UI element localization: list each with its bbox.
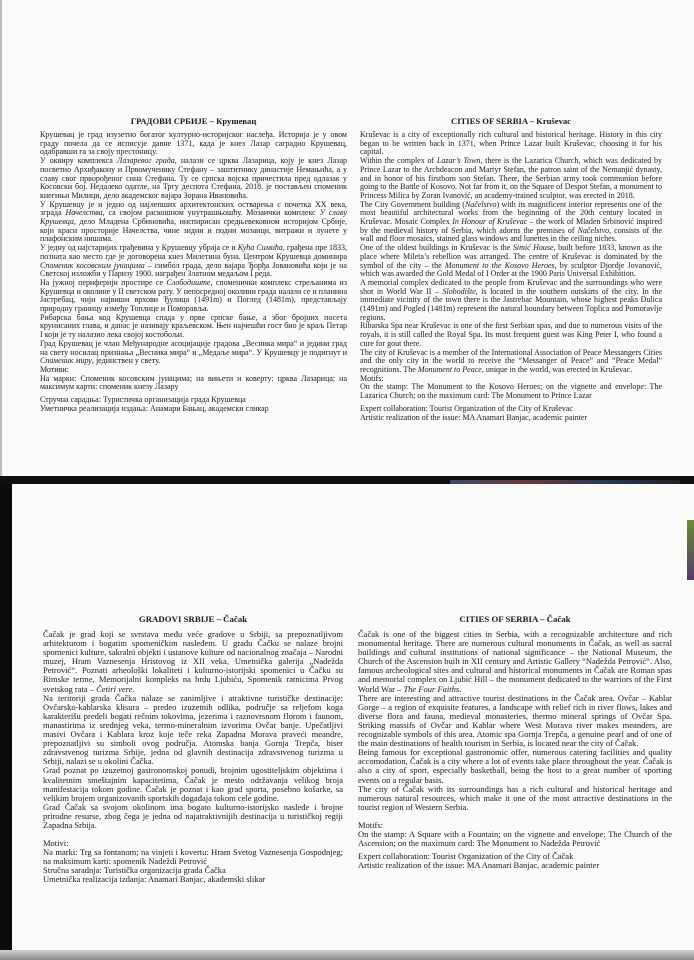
text-run: Na marki: Trg sa fontanom; na vinjeti i kovertu: Hram Svetog Vaznesenja Gospodnjeg; na maksimum karti: spomenik Nadeždi Petrović [43, 847, 343, 867]
italic-title: Кућа Симића [237, 243, 283, 253]
credit-line: Уметничка реализација издања: Анамари Бањац, академски сликар [40, 403, 269, 413]
panel-cacak-serbian [43, 614, 343, 885]
paragraph [360, 131, 662, 157]
panel-title: ГРАДОВИ СРБИЈЕ – Крушевац [130, 116, 257, 126]
paragraph [40, 131, 347, 157]
credit-line: Artistic realization of the issue: MA Anamari Banjac, academic painter [360, 412, 588, 422]
paragraph [360, 349, 662, 375]
text-run: У Крушевцу је и једно од најлепших архитектонских остварења с почетка XX века, зграда [40, 199, 347, 218]
text-run: , дело Младена Србиновића, инспирисан средњевековном историјом Србије, који краси просторије Начелства, чине зидни и подни мозаици, витражи и лунете у плафонским нишама. [40, 217, 347, 244]
paragraph [40, 279, 347, 314]
italic-title: Monument to the Kosovo Heroes [444, 260, 555, 270]
italic-title: Начелства [65, 208, 103, 218]
left-dark-edge [0, 484, 12, 960]
text-run: The City Government building ( [360, 199, 465, 209]
paragraph [40, 201, 347, 245]
italic-title: Četiri vere [96, 683, 133, 694]
panel-cacak-english [358, 614, 672, 870]
text-run: The city of Čačak with its surroundings has a rich cultural and historical heritage and numerous natural resources, which make it one of the most attractive destinations in the tourist region of Western Serbia. [358, 783, 672, 812]
paragraph [358, 630, 672, 694]
paragraph [360, 157, 662, 201]
panel-krusevac-serbian [40, 116, 347, 414]
italic-title: Slobodište [442, 286, 476, 296]
text-run: Ribarska Spa near Kruševac is one of the first Serbian spas, and due to numerous visits of the royals, it is still called the Royal Spa. Its most frequent guest was King Peter I, who found a cure for gout there. [360, 321, 662, 348]
bottom-edge [0, 950, 694, 960]
italic-title: Načelstvo [577, 225, 610, 235]
paragraph [43, 848, 343, 866]
text-run: There are interesting and attractive tourist destinations in the Čačak area. Ovčar – Kablar Gorge – a region of exquisite features, a landscape with relief rich in river flows, lakes and diverse flora and fauna, medieval monasteries, thermo mineral springs of Ovčar Spa. Striking massifs of Ovčar and Kablar where West Morava river makes meanders, are recognizable symbols of this area. Atomic spa Gornja Trepča, a genuine pearl and of one of the main destinations of health tourism in Serbia, is located near the city of Čačak. [358, 692, 672, 749]
credit-line: Umetnička realizacija izdanja: Anamari Banjac, akademski slikar [43, 874, 266, 885]
text-run: , consists of the wall and floor mosaics, stained glass windows and lunettes in the ceiling niches. [360, 225, 663, 244]
text-run: Град Крушевац је члан Међународне асоцијације градова „Весника мира“ и једини град на свету носилац признања „Весника мира“ и „Медаље мира“. У Крушевцу је подигнут и [40, 338, 347, 357]
italic-title: The Four Faiths [403, 683, 460, 694]
text-run: , by sculptor Djordje Jovanović, which was awarded the Gold Medal of I Order at the 1900 Paris Universal Exhibition. [360, 260, 662, 279]
text-run: Čačak je grad koji se svrstava među veće gradove u Srbiji, sa prepoznatljivom arhitekturom i bogatim spomeničkim nasleđem. U gradu Čačku se nalaze brojni spomenici kulture, sakralni objekti i ustanove kulture od nacionalnog značaja – Narodni muzej, Hram Vaznesenja Hristovog iz XII veka, Umetnička galerija „Nadežda Petrović“. Poznati arheološki lokaliteti i kulturno-istorijski spomenici u Čačku su Rimske terme, Memorijalni kompleks na brdu Ljubiću, Spomenik ratnicima Prvog svetskog rata – [43, 629, 343, 694]
text-run: Motifs: [358, 819, 384, 830]
panel-krusevac-english [360, 116, 662, 422]
text-run: Motifs: [360, 373, 384, 383]
credit-line: Expert collaboration: Tourist Organization of the City of Kruševac [360, 403, 573, 413]
text-run: ) with its magnificent interior represents one of the most beautiful architectural works from the beginning of the 20th century located in Kruševac. Mosaic Complex [360, 199, 662, 227]
text-run: One of the oldest buildings in Kruševac is the [360, 243, 513, 253]
italic-title: Споменик миру [40, 356, 92, 366]
text-run: , са својом раскошном унутрашњошћу. Мозаички комплекс [102, 208, 320, 218]
panel-title: CITIES OF SERBIA – Kruševac [450, 116, 571, 126]
text-run: Grad Čačak sa svojom okolinom ima bogato kulturno-istorijsko nasleđe i brojne prirodne resurse, zbog čega je jedna od najatraktivnijih destinacija u turističkoj regiji Zapadna Srbija. [43, 801, 343, 830]
bottom-sheet-cacak [12, 484, 694, 950]
paragraph [360, 383, 662, 400]
credit-line: Expert collaboration: Tourist Organization of the City of Čačak [358, 851, 574, 862]
italic-title: Monument to Peace [417, 364, 482, 374]
text-run: , споменички комплекс стрељанима из Крушевца и околине у II светском рату. У непосредној околини града налази се и планина Јастребац, чији највиши врхови Ђулица (1491m) и Поглед (1481m), представљају природну границу између Топлице и Поморавља. [40, 277, 347, 314]
paragraph [40, 375, 347, 392]
blank-line [358, 812, 672, 821]
panel-body [43, 630, 343, 885]
panel-title: CITIES OF SERBIA – Čačak [459, 614, 571, 624]
paragraph [360, 244, 662, 279]
italic-title: Načelstvo [464, 199, 497, 209]
text-run: – the work of Mladen Srbinović inspired by the medieval history of Serbia, which adorns the premises of [360, 217, 662, 235]
credit-line: Stručna saradnja: Turistička organizacija grada Čačka [43, 865, 226, 876]
paragraph [40, 157, 347, 201]
text-run: Grad poznat po izuzetnoj gastronomskoj ponudi, brojnim ugostiteljskim objektima i kvalitetnim smeštajnim kapacitetima, Čačak je mesto održavanja velikog broja manifestacija tokom godine. Čačak je poznat i kao grad sporta, posebno košarke, sa velikim brojem organizovanih sportskih događaja tokom cele godine. [43, 765, 343, 803]
panel-body [358, 630, 672, 870]
italic-title: Споменик косовским јунацима [40, 260, 145, 270]
text-run: Мотиви: [40, 364, 69, 374]
text-run: Рибарска бања код Крушевца спада у прве српске бање, а због бројних посета крунисаних глава, и данас је називају краљевском. Њен најчешћи гост био је краљ Петар I који је ту налазио лека својој костобољи. [40, 312, 347, 340]
paragraph [358, 748, 672, 784]
italic-title: Лазаревог града [116, 156, 175, 166]
text-run: , грађена пре 1833, позната као место где је договорена кнез Милетина буна. Центром Крушевца доминира [40, 243, 347, 261]
text-run: , built before 1833, known as the place where Mileta’s rebellion was arranged. The centre of Kruševac is dominated by the symbol of the city – the [360, 243, 663, 270]
right-color-edge [687, 520, 694, 580]
text-run: , unique in the world, was erected in Kruševac. [481, 364, 633, 374]
italic-title: У славу Крушевца [40, 208, 347, 227]
text-run: On the stamp: The Monument to the Kosovo Heroes; on the vignette and envelope: The Lazarica Church; on the maximum card: The Monument to Prince Lazar [360, 382, 662, 401]
text-run: На јужној периферији простире се [40, 277, 167, 287]
text-run: – симбол града, дело вајара Ђорђа Јовановића који је на Светској изложби у Паризу 1900. награђен Златном медаљом I реда. [40, 260, 347, 279]
paragraph [40, 340, 347, 366]
italic-title: Simić House [512, 243, 554, 253]
text-run: На марки: Споменик косовским јунацима; на вињети и коверту: црква Лазарица; на максимум карти: споменик кнезу Лазару [40, 373, 347, 392]
blank-line [43, 830, 343, 839]
paragraph [358, 785, 672, 812]
text-run: A memorial complex dedicated to the people from Kruševac and the surroundings who were shot in World War II – [360, 277, 662, 296]
paragraph [43, 766, 343, 802]
text-run: Being famous for exceptional gastronomic offer, numerous catering facilities and quality accomodation, Čačak is a city where a lot of events take place throughout the year. Čačak is also a city of sport, especially basketball, being the host to a great number of sporting events on a regular basis. [358, 747, 672, 785]
text-run: , јединствен у свету. [91, 356, 161, 366]
paragraph [40, 244, 347, 279]
text-run: У оквиру комплекса [40, 156, 117, 166]
paragraph [358, 830, 672, 848]
paragraph [43, 630, 343, 694]
text-run: . [132, 683, 135, 694]
text-run: Motivi: [43, 838, 69, 849]
italic-title: Слободиште [166, 277, 211, 287]
text-run: У једну од најстаријих грађевина у Крушевцу убраја се и [40, 243, 238, 253]
text-run: , налази се црква Лазарица, коју је кнез Лазар посветио Архиђакону и Првомученику Стефану – заштитнику династије Немањића, а у славу свог прворођеног сина Стефана. Ту се српска војска причестила пред одлазак у Косовски бој. Недалеко одатле, на Тргу деспота Стефана, 2018. је постављен споменик кнегињи Милици, дело академског вајара Зорана Ивановића. [40, 156, 348, 200]
credit-line: Artistic realization of the issue: MA Anamari Banjac, academic painter [358, 860, 600, 871]
text-run: , is located in the southern outskirts of the city. In the immediate vicinity of the town there is the Jastrebac Mountain, whose highest peaks Đulica (1491m) and Pogled (1481m) represent the natural boundary between Toplica and Pomoravlje regions. [360, 286, 662, 322]
paragraph [43, 803, 343, 830]
text-run: Na teritoriji grada Čačka nalaze se zanimljive i atraktivne turističke destinacije: Ovčarsko-kablarska klisura – predeo izuzetnih odlika, područje sa reljefom koga karakterišu predeli bogati rečnim tokovima, jezerima i raznovrsnom florom i faunom, manastirima iz srednjeg veka, termo-mineralnim izvorima Ovčar banje. Upečatljivi masivi Ovčara i Kablara kroz koje teče reka Zapadna Morava praveći meandre, prepoznatljivi su simboli ovog područja. Atomska banja Gornja Trepča, biser zdravstvenog turizma Srbije, jedna od glavnih destinacija zdravstvenog turizma u Srbiji, nalazi se u okolini Čačka. [43, 692, 343, 767]
panel-body [40, 131, 347, 414]
paragraph [360, 322, 662, 348]
italic-title: Lazar’s Town [436, 156, 481, 166]
text-run: Within the complex of [360, 156, 437, 166]
text-run: On the stamp: A Square with a Fountain; on the vignette and envelope: The Church of the Ascension; on the maximum card: The Monument to Nadežda Petrović [358, 828, 672, 849]
text-run: Kruševac is a city of exceptionally rich cultural and historical heritage. History in this city began to be written back in 1371, when Prince Lazar built Kruševac, choosing it for his capital. [360, 130, 662, 157]
text-run: Крушевац је град изузетно богатог културно-историјског наслеђа. Историја је у овом граду почела да се исписује давне 1371, када је кнез Лазар саградио Крушевац, одабравши га за своју престоницу. [40, 130, 347, 157]
credit-line: Стручна сарадња: Туристичка организација града Крушевца [40, 395, 246, 405]
text-run: . [459, 683, 462, 694]
paragraph [43, 694, 343, 767]
paragraph [40, 314, 347, 340]
text-run: The city of Kruševac is a member of the International Association of Peace Messangers Cities and the only city in the world to receive the “Messanger of Peace” and “Peace Medal” recognitions. The [360, 347, 662, 374]
paragraph [360, 279, 662, 323]
paragraph [358, 694, 672, 749]
paragraph [360, 201, 662, 245]
italic-title: In Honour of Kruševac [452, 217, 528, 227]
text-run: Čačak is one of the biggest cities in Serbia, with a recognizable architecture and rich monumental heritage. There are numerous cultural monuments in Čačak, as well as sacral buildings and cultural institutions of national significance – the National Museum, the Church of the Ascension built in XII century and Artistic Gallery “Nadežda Petrović“. Also, famous archeological sites and cultural and historical monuments in Čačak are Roman spas and memorial complex on Ljubić Hill – the monument dedicated to the warriors of the First World War – [358, 629, 672, 694]
panel-title: GRADOVI SRBIJE – Čačak [138, 614, 248, 624]
top-sheet-krusevac [0, 0, 694, 478]
panel-body [360, 131, 662, 422]
text-run: , there is the Lazarica Church, which was dedicated by Prince Lazar to the Archdeacon and Martyr Stefan, the patron saint of the Nemanjić dynasty, and in honor of his firstborn son Stefan. There, the Serbian army took communion before going to the Battle of Kosovo. Not far from it, on the Square of Despot Stefan, a monument to Princess Milica by Zoran Ivanović, an academy-trained sculptor, was erected in 2018. [360, 156, 662, 200]
